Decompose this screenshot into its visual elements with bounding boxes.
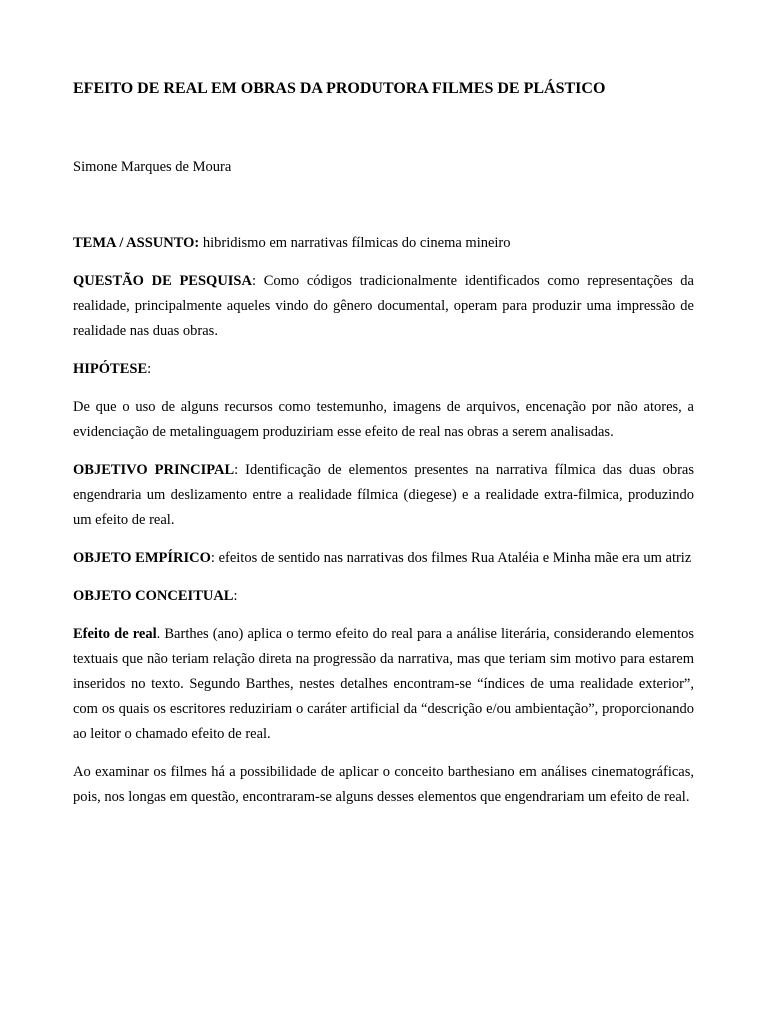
section-label: QUESTÃO DE PESQUISA [73, 273, 252, 289]
document-title: EFEITO DE REAL EM OBRAS DA PRODUTORA FILMES DE PLÁSTICO [73, 80, 606, 97]
section-separator: : [233, 588, 238, 604]
section-questao [73, 269, 694, 344]
section-closing-paragraph [73, 760, 694, 810]
section-hipotese-text [73, 395, 694, 445]
section-text: Ao examinar os filmes há a possibilidade de aplicar o conceito barthesiano em análises cinematográficas, pois, nos longas em questão, encontraram-se alguns desses elementos que engendrariam um efeito de real. [73, 764, 694, 805]
section-text: hibridismo em narrativas fílmicas do cinema mineiro [199, 235, 511, 251]
section-separator: : [234, 462, 239, 478]
section-label: OBJETO EMPÍRICO [73, 550, 211, 566]
section-tema [73, 231, 694, 256]
section-label: Efeito de real [73, 626, 157, 642]
section-separator: : [210, 550, 215, 566]
section-label: OBJETIVO PRINCIPAL [73, 462, 235, 478]
section-separator: : [251, 273, 256, 289]
section-text: Barthes (ano) aplica o termo efeito do real para a análise literária, considerando elementos textuais que não teriam relação direta na progressão da narrativa, mas que teriam sim motivo para estarem inseridos no texto. Segundo Barthes, nestes detalhes encontram-se “índices de uma realidade exterior”, com os quais os escritores reduziriam o caráter artificial da “descrição e/ou ambientação”, proporcionando ao leitor o chamado efeito de real. [73, 626, 695, 742]
section-objeto-empirico [73, 546, 694, 571]
section-label: HIPÓTESE [73, 361, 148, 377]
section-text: efeitos de sentido nas narrativas dos filmes Rua Ataléia e Minha mãe era um atriz [214, 550, 692, 566]
document-body [73, 231, 694, 823]
section-objeto-conceitual [73, 584, 694, 609]
section-label: TEMA / ASSUNTO: [73, 235, 200, 251]
author-name: Simone Marques de Moura [73, 159, 232, 175]
section-efeito-de-real [73, 622, 694, 747]
section-hipotese [73, 357, 694, 382]
section-text: Como códigos tradicionalmente identificados como representações da realidade, principalmente aqueles vindo do gênero documental, operam para produzir uma impressão de realidade nas duas obras. [73, 273, 694, 339]
section-separator: . [156, 626, 161, 642]
section-label: OBJETO CONCEITUAL [73, 588, 234, 604]
section-text: De que o uso de alguns recursos como testemunho, imagens de arquivos, encenação por não atores, a evidenciação de metalinguagem produziriam esse efeito de real nas obras a serem analisadas. [73, 399, 694, 440]
section-objetivo [73, 458, 694, 533]
section-separator: : [147, 361, 152, 377]
section-text: Identificação de elementos presentes na narrativa fílmica das duas obras engendraria um deslizamento entre a realidade fílmica (diegese) e a realidade extra-filmica, produzindo um efeito de real. [73, 462, 694, 528]
